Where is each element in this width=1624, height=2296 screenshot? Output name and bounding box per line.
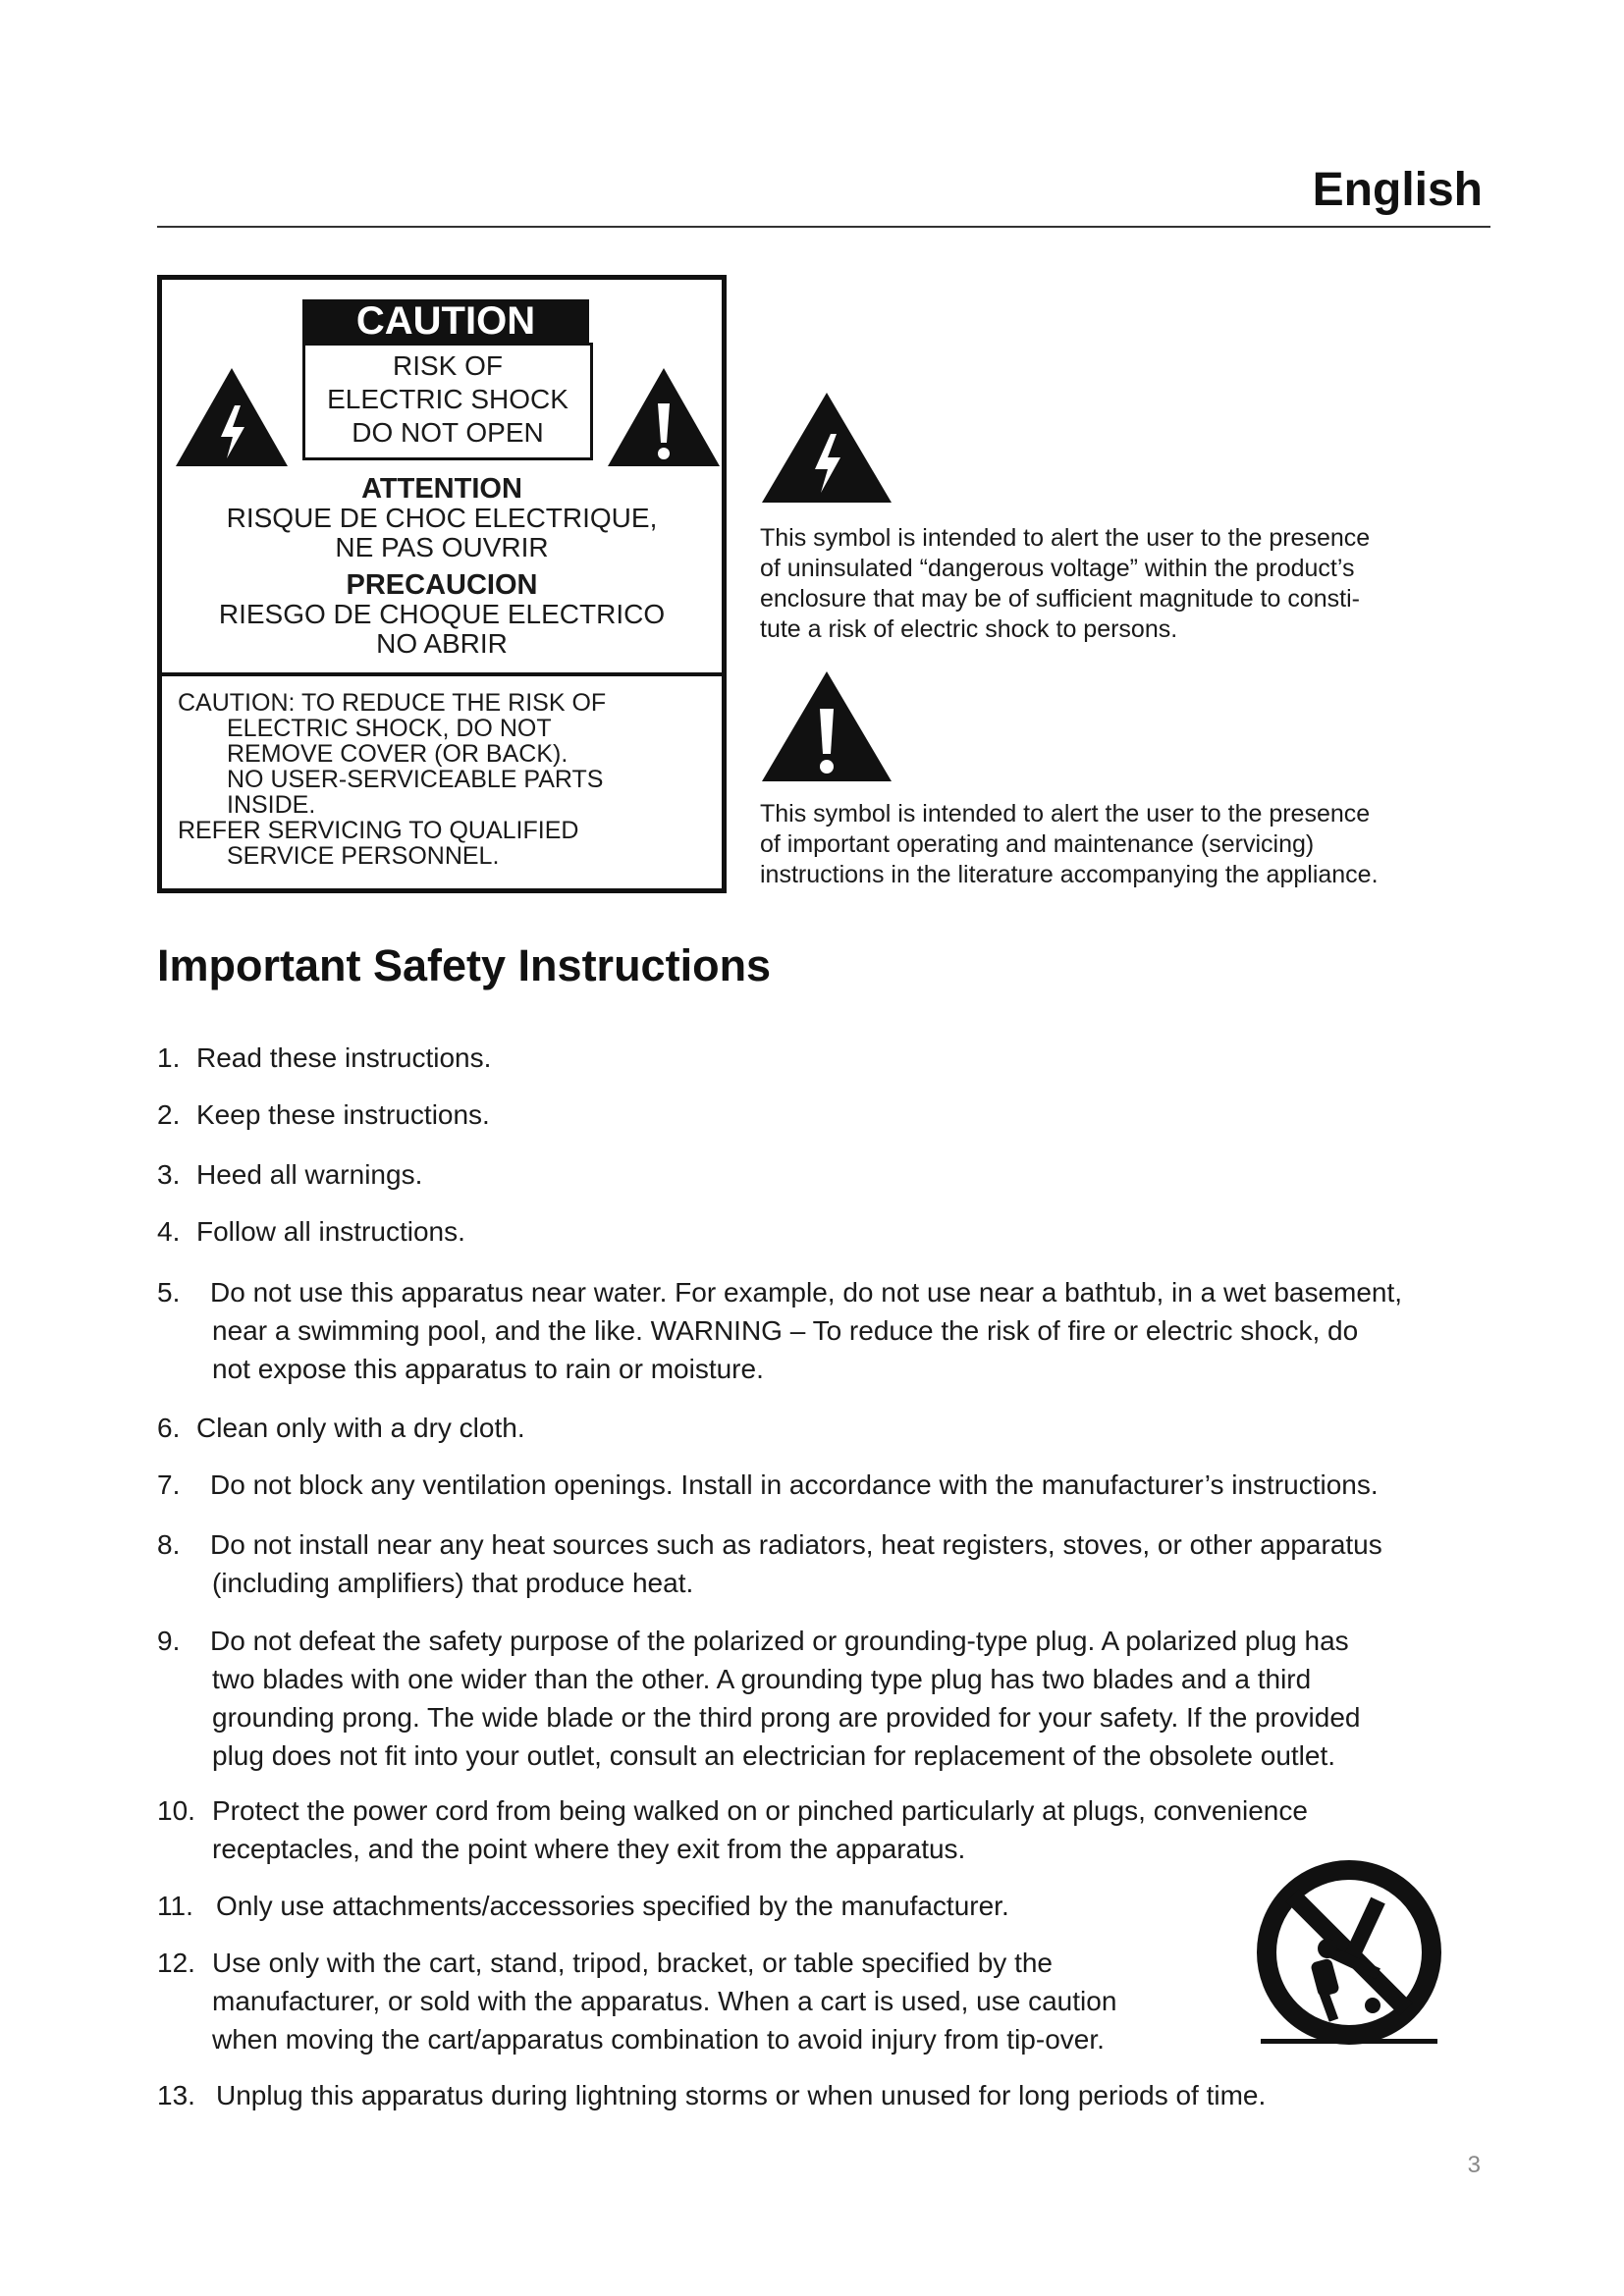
item-text: Do not use this apparatus near water. For example, do not use near a bathtub, in a wet basement, — [210, 1277, 1403, 1308]
instruction-item — [157, 1466, 1492, 1504]
item-text: Follow all instructions. — [196, 1216, 465, 1247]
instruction-item — [157, 1622, 1492, 1775]
instruction-item — [157, 2076, 1492, 2114]
symbol-text-line: This symbol is intended to alert the user to the presence — [760, 524, 1371, 552]
item-text: Protect the power cord from being walked on or pinched particularly at plugs, convenience — [212, 1795, 1308, 1826]
item-text: two blades with one wider than the other. A grounding type plug has two blades and a third — [212, 1664, 1312, 1694]
item-number: 10. — [157, 1795, 195, 1826]
item-number: 6. — [157, 1413, 181, 1443]
item-number: 2. — [157, 1099, 181, 1130]
item-text: (including amplifiers) that produce heat. — [212, 1568, 694, 1598]
instruction-item — [157, 1212, 1492, 1251]
item-text: plug does not fit into your outlet, consult an electrician for replacement of the obsolete outlet. — [212, 1740, 1336, 1771]
instruction-item — [157, 1155, 1492, 1194]
service-warning-line: SERVICE PERSONNEL. — [227, 842, 500, 870]
lightning-warning-icon — [760, 391, 893, 505]
spanish-line: NO ABRIR — [376, 628, 508, 659]
symbol-text-line: of important operating and maintenance (servicing) — [760, 830, 1315, 858]
spanish-heading: PRECAUCION — [346, 569, 538, 601]
instructions-symbol-description — [760, 799, 1487, 890]
french-warning — [162, 474, 722, 562]
item-text: grounding prong. The wide blade or the third prong are provided for your safety. If the provided — [212, 1702, 1361, 1733]
item-text: Keep these instructions. — [196, 1099, 490, 1130]
caution-box-line: RISK OF — [392, 350, 503, 381]
french-heading: ATTENTION — [361, 473, 522, 505]
no-cart-tip-over-icon — [1255, 1858, 1451, 2055]
section-title: Important Safety Instructions — [157, 940, 772, 990]
caution-banner: CAUTION — [302, 299, 589, 343]
item-number: 1. — [157, 1042, 181, 1073]
symbol-text-line: of uninsulated “dangerous voltage” within the product’s — [760, 555, 1355, 582]
item-number: 4. — [157, 1216, 181, 1247]
caution-label-divider — [162, 672, 722, 676]
item-number: 5. — [157, 1277, 181, 1308]
spanish-warning — [162, 570, 722, 659]
symbol-text-line: tute a risk of electric shock to persons. — [760, 615, 1178, 643]
item-text: receptacles, and the point where they exit from the apparatus. — [212, 1834, 966, 1864]
item-text: Clean only with a dry cloth. — [196, 1413, 525, 1443]
caution-service-warning — [178, 690, 718, 869]
instruction-item — [157, 1039, 1492, 1077]
item-number: 13. — [157, 2080, 195, 2110]
instruction-item — [157, 1273, 1492, 1388]
spanish-line: RIESGO DE CHOQUE ELECTRICO — [218, 599, 666, 629]
symbol-text-line: This symbol is intended to alert the user to the presence — [760, 800, 1371, 828]
service-warning-line: REMOVE COVER (OR BACK). — [227, 740, 568, 768]
item-text: Use only with the cart, stand, tripod, bracket, or table specified by the — [212, 1948, 1053, 1978]
item-number: 9. — [157, 1626, 181, 1656]
item-text: not expose this apparatus to rain or moisture. — [212, 1354, 764, 1384]
instruction-item — [157, 1525, 1492, 1602]
lightning-triangle-icon — [174, 366, 290, 468]
item-number: 3. — [157, 1159, 181, 1190]
item-number: 12. — [157, 1948, 195, 1978]
header-divider — [157, 226, 1490, 228]
voltage-symbol-description — [760, 523, 1487, 645]
item-text: manufacturer, or sold with the apparatus. When a cart is used, use caution — [212, 1986, 1117, 2016]
item-text: near a swimming pool, and the like. WARNING – To reduce the risk of fire or electric shock, do — [212, 1315, 1359, 1346]
caution-box-line: DO NOT OPEN — [352, 417, 544, 448]
instruction-item — [157, 1095, 1492, 1134]
symbol-text-line: enclosure that may be of sufficient magnitude to consti- — [760, 585, 1360, 613]
caution-box-line: ELECTRIC SHOCK — [327, 384, 568, 414]
item-number: 8. — [157, 1529, 181, 1560]
service-warning-line: REFER SERVICING TO QUALIFIED — [178, 817, 579, 844]
item-text: Read these instructions. — [196, 1042, 492, 1073]
french-line: RISQUE DE CHOC ELECTRIQUE, — [226, 503, 658, 533]
service-warning-line: CAUTION: TO REDUCE THE RISK OF — [178, 689, 607, 717]
item-text: when moving the cart/apparatus combination to avoid injury from tip-over. — [212, 2024, 1105, 2055]
caution-box — [302, 343, 593, 460]
item-text: Only use attachments/accessories specified by the manufacturer. — [216, 1891, 1009, 1921]
exclamation-triangle-icon — [606, 366, 722, 468]
service-warning-line: ELECTRIC SHOCK, DO NOT — [227, 715, 552, 742]
item-text: Unplug this apparatus during lightning storms or when unused for long periods of time. — [216, 2080, 1267, 2110]
language-heading: English — [1312, 164, 1483, 216]
instruction-item — [157, 1409, 1492, 1447]
service-warning-line: INSIDE. — [227, 791, 316, 819]
instruction-item — [157, 1791, 1492, 1868]
item-text: Heed all warnings. — [196, 1159, 423, 1190]
french-line: NE PAS OUVRIR — [335, 532, 549, 562]
item-text: Do not block any ventilation openings. Install in accordance with the manufacturer’s instructions. — [210, 1469, 1379, 1500]
caution-label — [157, 275, 727, 893]
page-number: 3 — [1467, 2152, 1481, 2178]
caution-label-top — [162, 280, 722, 672]
symbol-text-line: instructions in the literature accompanying the appliance. — [760, 861, 1379, 888]
item-number: 11. — [157, 1891, 193, 1921]
exclamation-warning-icon — [760, 669, 893, 783]
item-text: Do not defeat the safety purpose of the polarized or grounding-type plug. A polarized plug has — [210, 1626, 1349, 1656]
service-warning-line: NO USER-SERVICEABLE PARTS — [227, 766, 604, 793]
item-number: 7. — [157, 1469, 181, 1500]
item-text: Do not install near any heat sources such as radiators, heat registers, stoves, or other apparatus — [210, 1529, 1382, 1560]
